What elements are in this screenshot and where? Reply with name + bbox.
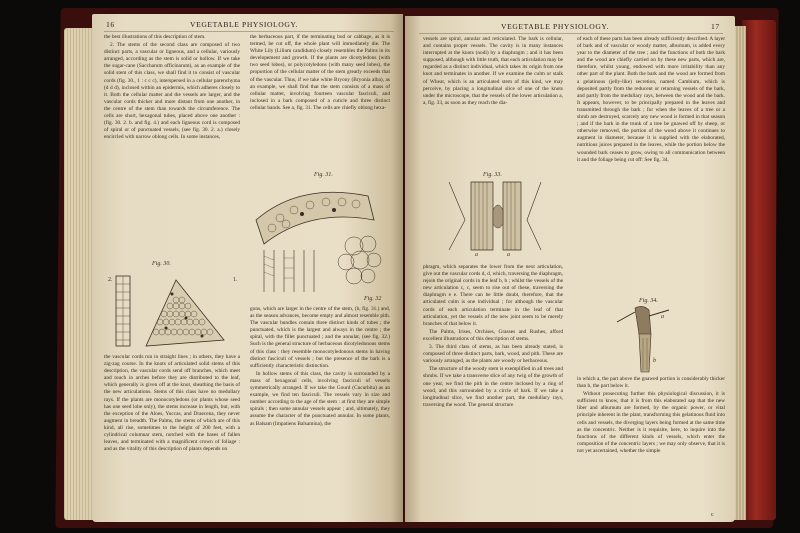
fig33-drawing [441,180,551,260]
right-col1-top-text [423,36,563,178]
fig32-caption: Fig. 32 [364,296,382,302]
right-col2-top-text [577,36,725,300]
left-head-rule [104,31,394,32]
fig34-drawing [585,304,705,374]
left-running-head: VEGETABLE PHYSIOLOGY. [190,20,299,29]
fig33-caption: Fig. 33. [483,172,502,178]
paragraph: the best illustrations of this description of stem. [104,34,206,40]
fig33-illustration [441,180,551,260]
left-page [92,14,403,522]
paragraph: The structure of the woody stem is exemplified in all trees and shrubs. If we take a transverse slice of any twig of the growth of one year, we find the pith in the centre inclosed by a ring of wood, and this surrounded by a circle of bark. If we take a longitudinal slice, we find another part, the medullary rays, traversing the wood. The general structure [423,366,563,408]
fig30-illustration [106,270,246,350]
left-page-stack [64,28,94,520]
left-col1-top-text [104,34,240,276]
paragraph: the vascular cords run in straight lines ; in others, they have a zig-zag course. In the knots of articulated solid stems of this description, the vascular cords send off branches, which meet and touch in arches before they are distributed to the leaf, which generally is given off at the knot, sheathing the basis of the new articulations. Stems of this class have no medullary rays. If the plants are monocotyledons (or plants whose seed has one seed lobe only), the stems increase in length, but, with the exception of the Aloes, Yuccas, and Draecena, they never augment in breadth. The Palms, the stems of which are of this kind, all rise, sometimes to the height of 200 feet, with a cylindrical columnar stem, notched with the bases of fallen leaves, and terminated with a magnificent crown of foliage : and as the vitality of this description of plants depends on [104,354,240,453]
paragraph: of each of these parts has been already sufficiently described. A layer of bark and of vascular or woody matter, alburnum, is added every year to the diameter of the tree ; and the functions of both the bark and the wood are chiefly carried on by these new parts, which are, therefore, whilst young, endowed with more irritability than any other part of the plant. Both the bark and the wood are formed from a gelatinous (jelly-like) secretion, named Cambium, which is deposited partly from the reducent or returning vessels of the bark, and partly from the medullary rays, between the wood and the bark. It appears, however, to be principally prepared in the leaves and transmitted through the bark ; for when the leaves of a tree or a shrub are destroyed, scarcely any new wood is formed in that season ; and if the bark in the trunk of a tree be gnawed off by sheep, or otherwise removed, the portion of the wood above it continues to augment in diameter, because it is supplied with the elaborated, nutritious juices prepared in the leaves, while the portion below the wounded bark ceases to grow, owing to all communication between it and the foliage being cut off: See fig. 34, [577,36,725,163]
fig31-drawing [250,180,394,296]
fig33-label-a-right: a [507,252,510,258]
fig30-label-1: 1. [233,277,238,283]
fig34-illustration [585,304,705,374]
paragraph: 2. The stems of the second class are composed of two distinct parts, a vascular or ligneous, and a cellular, variously arranged, according as the stem is solid or hollow. If we take the sugar-cane (Saccharum officinarum), as an example of the solid stem of this class, we shall find it to consist of vascular cords (fig. 30., 1 : c c c), interspersed in a cellular parenchyma (d d d), inclosed within an epidermis, which adheres closely to it. Both the cellular matter and the vessels are larger, and the vascular cords thicker and more distant from one another, in the centre of the stem than towards the circumference. The cells are short, hexagonal tubes, placed above one another : (fig. 30. 2. b. and fig. 4.) and each ligneous cord is composed of spiral or of punctuated vessels, (see fig. 30. 2. a.) closely encircled with narrow oblong cells. In some instances, [104,42,240,141]
fig34-caption: Fig. 34. [639,298,658,304]
right-page [405,16,735,522]
right-col1-bottom-text [423,264,563,520]
paragraph: The Palms, Irises, Orchises, Grasses and Rushes, afford excellent illustrations of this description of stems. [423,328,563,342]
paragraph: vessels are spiral, annular and reticulated. The bark is cellular, and contains proper vessels. The cavity is in many instances interrupted at the knots (nodi) by a diaphragm ; and it has been supposed, although with little truth, that each articulation may be regarded as a distinct individual, which takes its origin from one knot and terminates in another. If we examine the culm or stalk of Wheat, which is an articulated stem of this kind, we may perceive, by placing a longitudinal slice of one of the knots under the microscope, that the vessels of the lower articulation a, a, fig. 33, as soon as they reach the dia- [423,36,563,106]
fig34-label-a: a [661,314,664,320]
paragraph: the herbaceous part, if the terminating bud or cabbage, as it is termed, be cut off, the whole plant will immediately die. The White Lily (Lilium candidum) closely resembles the Palms in its developement and growth. If the plants are dicotyledons (with two seed lobes), or polycotyledons (with many seed lobes), the proportion of the cellular matter of the stem greatly exceeds that of the vascular. Thus, if we take white Bryony (Bryonia alba), as an example, we shall find that the stem consists of a mass of cellular matter, involving fourteen vascular fasciculi, and inclosed in a bark composed of a cuticle and three distinct cellular bands. See a, fig. 31. The cells are chiefly oblong hexa- [250,34,390,111]
paragraph: In hollow stems of this class, the cavity is surrounded by a mass of hexagonal cells, involving fasciculi of vessels symmetrically arranged. If we take the Gourd (Cucurbita) as an example, we find ten fasciculi. The vessels vary in size and number according to the age of the stem : at first they are simple spirals ; then some annular vessels appear ; and, ultimately, they assume the character of the punctuated annular. In some plants, as Balsam (Impatiens Balsamina), the [250,370,390,427]
left-col2-top-text [250,34,390,174]
right-head-rule [419,33,723,34]
left-col2-bottom-text [250,306,390,520]
fig31-illustration [250,180,394,296]
paragraph: phragm, which separates the lower from the next articulation, give out the vascular cords d, d, which, traversing the diaphragm, rejoin the original cords in the leaf b, b ; whilst the vessels of the new articulation c, c, seem to rise out of these, traversing the diaphragm e e. There can be little doubt, therefore, that the articulated culm is one individual ; for although the vascular cords of each articulation terminate in the leaf of that articulation, yet the vessels of the new joint seem to be merely branches of that below it. [423,264,563,327]
fig30-drawing [106,270,246,350]
fig30-label-2: 2. [108,277,113,283]
fig30-caption: Fig. 30. [152,261,171,267]
paragraph: gons, which are larger in the centre of the stem, (b, fig. 31.) and, as the season advances, become empty and almost resemble pith. The vascular bundles contain three distinct kinds of tubes ; the punctuated, which is the largest and always in the centre ; the spiral, with the fillet punctuated ; and the annular, (see fig. 32.) Such is the general structure of herbaceous dicotyledonous stems of this class : they resemble monocotyledonous stems in having distinct fasciculi of vessels ; but the presence of the bark is a sufficiently characteristic distinction. [250,306,390,369]
left-page-number: 16 [106,20,115,29]
paragraph: in which a, the part above the gnawed portion is considerably thicker than b, the part below it. [577,376,725,390]
left-col1-bottom-text [104,354,240,520]
signature-mark: c [711,512,714,518]
fig34-label-b: b [653,358,656,364]
fig31-caption: Fig. 31. [314,172,333,178]
book-cover-edge [742,20,776,520]
fig33-label-a-left: a [475,252,478,258]
right-page-number: 17 [711,22,720,31]
right-col2-bottom-text [577,376,725,514]
paragraph: 3. The third class of stems, as has been already stated, is composed of three distinct parts, bark, wood, and pith. These are variously arranged, as the plants are woody or herbaceous. [423,344,563,365]
right-running-head: VEGETABLE PHYSIOLOGY. [501,22,610,31]
paragraph: Without prosecuting further this physiological discussion, it is sufficient to know, that it is from this elaborated sap that the new liber and alburnum are formed, by the organic power, or vital principle inherent in the plant, transforming this gelatinous fluid into cells and vessels, the diverging layers being formed at the same time as the concentric. Neither is it requisite, here, to inquire into the functions of the different kinds of vessels, which enter the composition of the concentric layers ; we may only observe, that it is not yet ascertained, whether the simple [577,391,725,454]
